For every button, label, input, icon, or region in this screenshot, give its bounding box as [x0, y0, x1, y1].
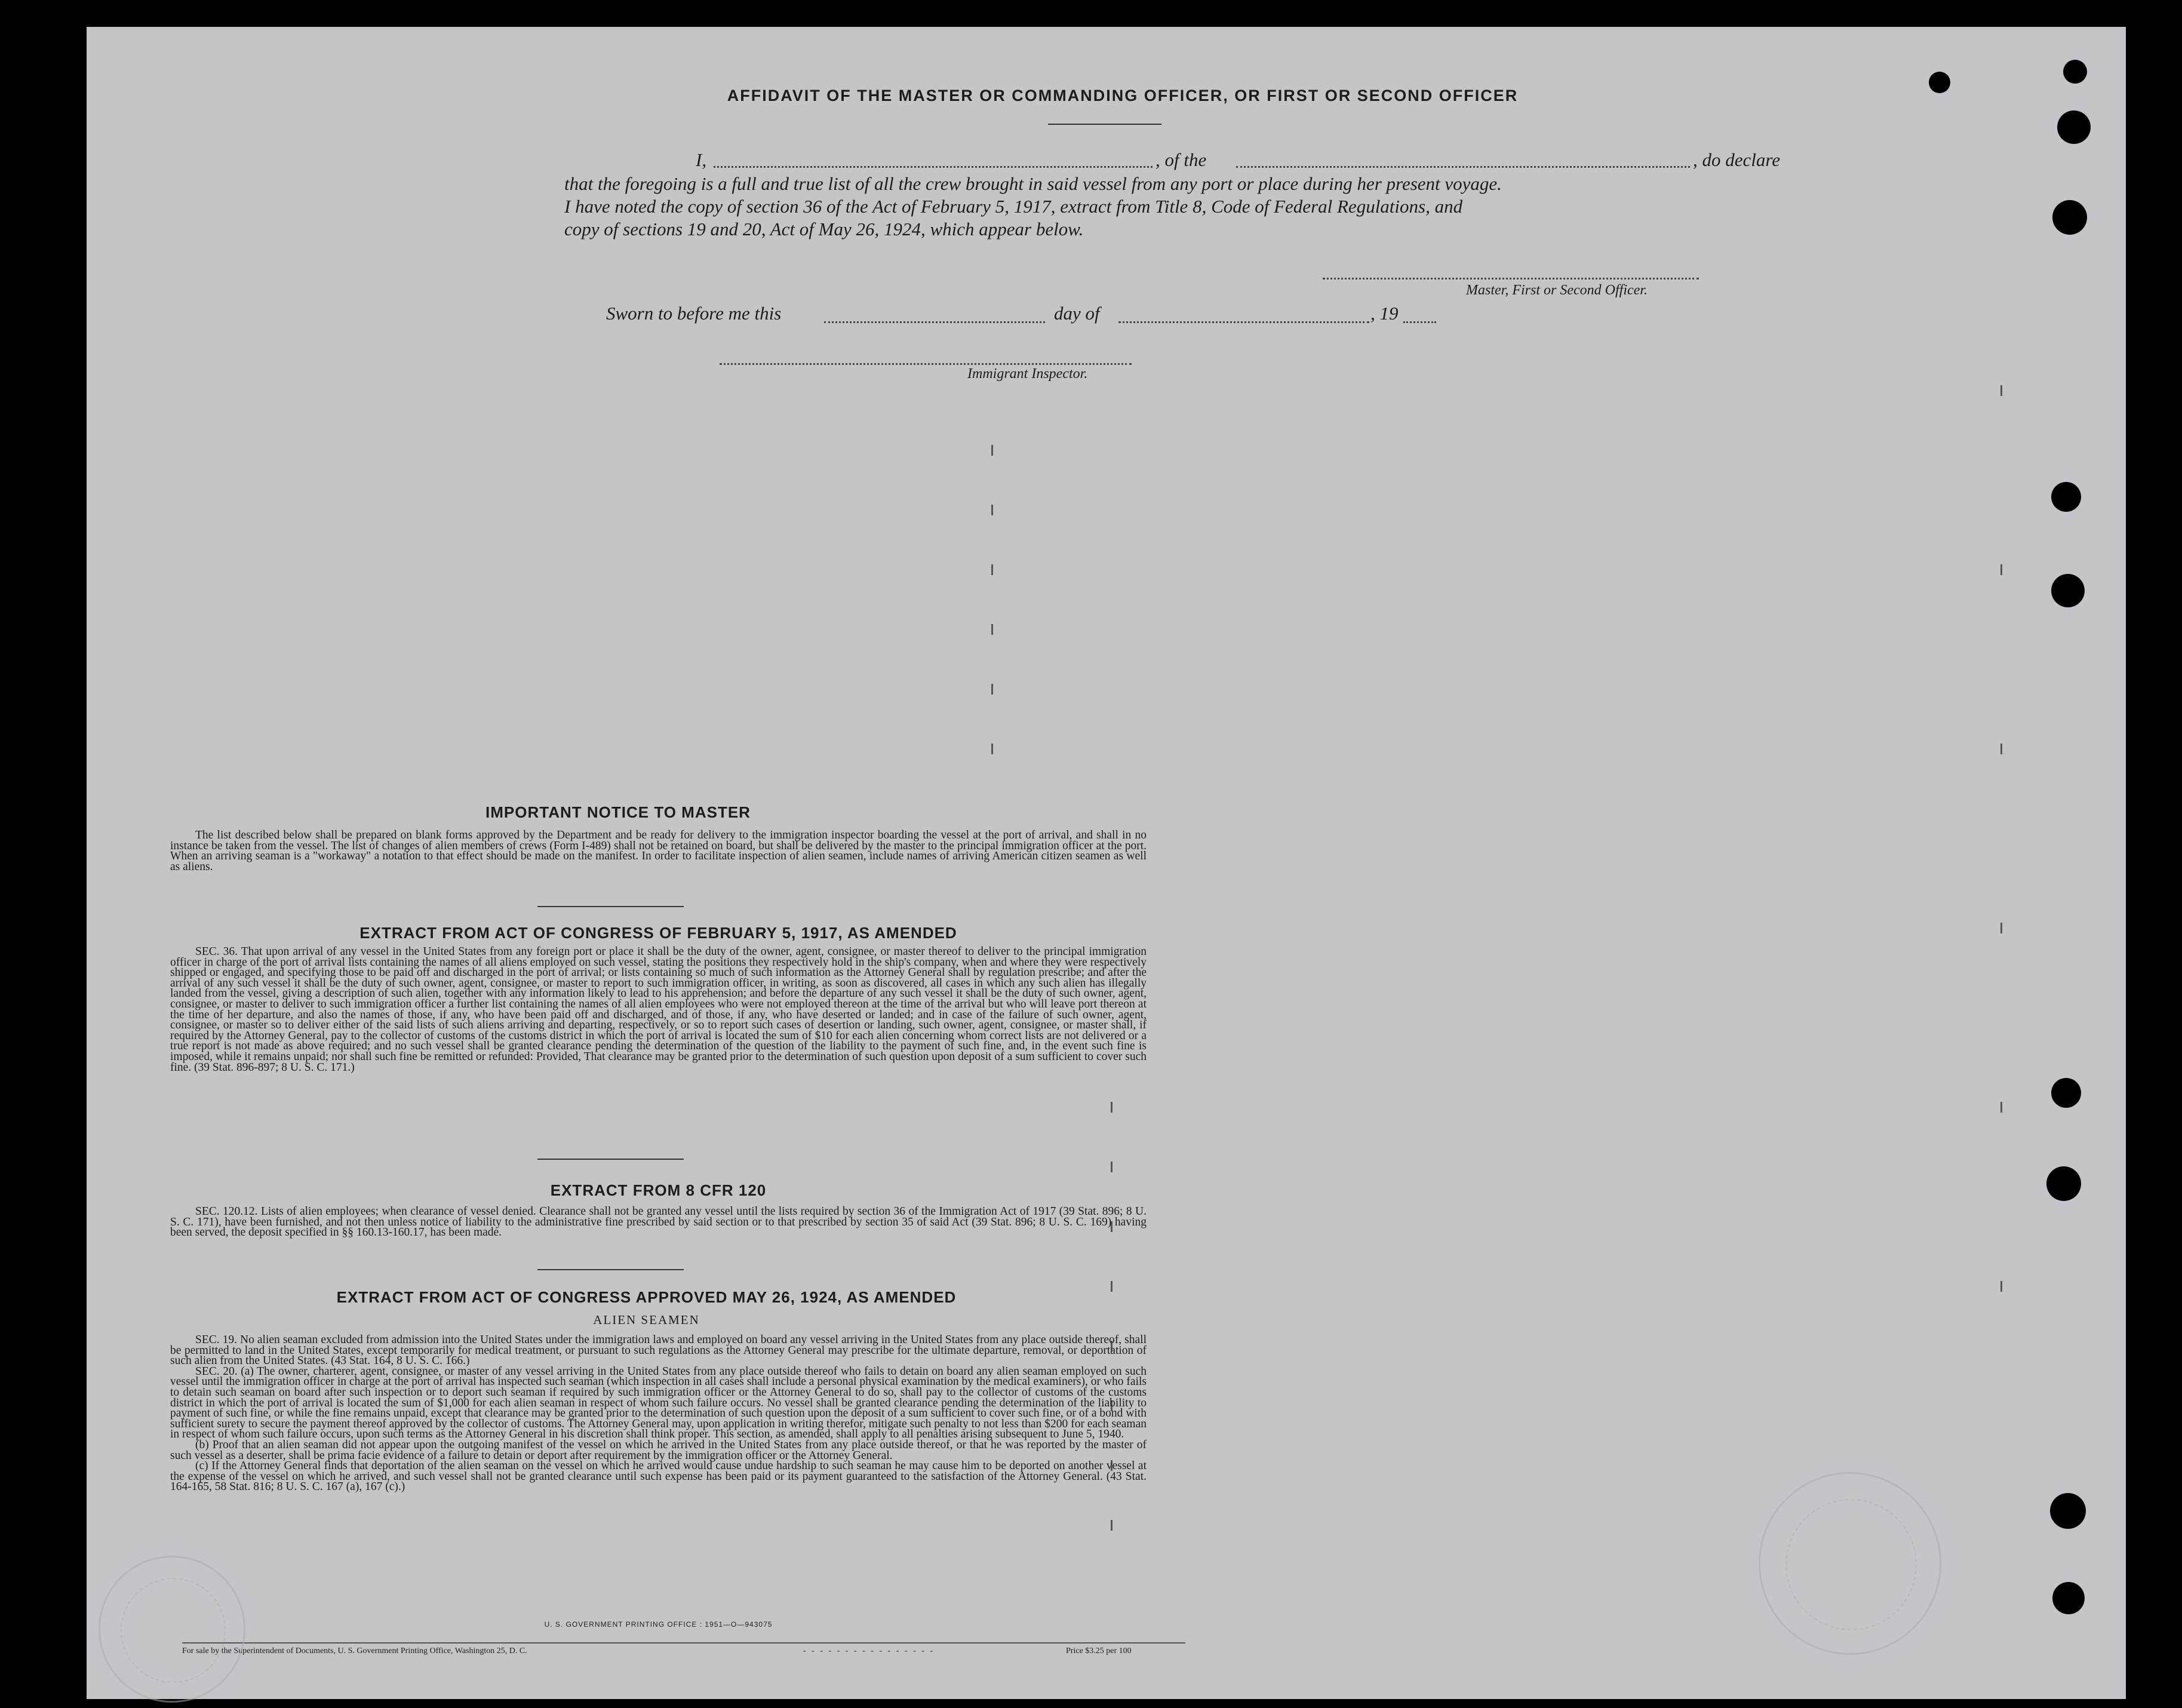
column-tick [991, 445, 993, 456]
punch-hole [1929, 72, 1950, 93]
extract-cfr-title: EXTRACT FROM 8 CFR 120 [550, 1181, 767, 1199]
section-divider [537, 1269, 684, 1270]
affidavit-line-4: copy of sections 19 and 20, Act of May 26, 1924, which appear below. [564, 219, 1084, 239]
extract-1924-body [170, 1335, 1147, 1492]
footer-dashes: - - - - - - - - - - - - - - - - [803, 1646, 935, 1655]
extract-cfr-body [170, 1206, 1147, 1238]
signature-blank [1323, 278, 1699, 279]
column-tick [991, 505, 993, 515]
extract-1917-title: EXTRACT FROM ACT OF CONGRESS OF FEBRUARY 5, 1917, AS AMENDED [359, 924, 957, 942]
affidavit-do-declare: , do declare [1693, 149, 1781, 170]
extract-1917-body [170, 947, 1147, 1073]
column-tick [1111, 1520, 1112, 1531]
column-tick [2000, 744, 2002, 754]
column-tick [2000, 1281, 2002, 1292]
notice-text: The list described below shall be prepared on blank forms approved by the Department and be ready for delivery to the immigration inspector boarding the vessel at the port of arrival, and shall in no instance be taken from the vessel. The list of changes of alien members of crews (Form I-489) shall not be retained on board, but shall be delivered by the master to the principal immigration officer at the port. When an arriving seaman is a "workaway" a notation to that effect should be made on the manifest. In order to facilitate inspection of alien seamen, include names of arriving American citizen seamen as well as aliens. [170, 829, 1147, 873]
column-tick [2000, 1102, 2002, 1113]
section-divider [537, 1159, 684, 1160]
affidavit-line-2: that the foregoing is a full and true list of all the crew brought in said vessel from any port or place during her present voyage. [564, 173, 1502, 194]
sec-20a-text: SEC. 20. (a) The owner, charterer, agent, consignee, or master of any vessel arriving in the United States from any place outside thereof who fails to detain on board any alien seaman employed on such vessel until the immigration officer in charge at the port of arrival has inspected such seaman (which inspection in all cases shall include a personal physical examination by the medical examiners), or who fails to detain such seaman on board after such inspection or to deport such seaman if required by such immigration officer or the Attorney General to do so, shall pay to the collector of customs of the customs district in which the port of arrival is located the sum of $1,000 for each alien seaman in respect of whom such failure occurs. No vessel shall be granted clearance pending the determination of the liability to payment of such fine, or while the fine remains unpaid, except that clearance may be granted prior to the determination of such question upon the deposit of a sum sufficient to cover such fine, or of a bond with sufficient surety to secure the payment thereof approved by the collector of customs. The Attorney General may, upon application in writing therefor, mitigate such penalty to not less than $200 for each seaman in respect of whom such failure occurs, upon such terms as the Attorney General in his discretion shall think proper. This section, as amended, shall apply to all penalties arising subsequent to June 5, 1940. [170, 1365, 1147, 1441]
signature-label: Master, First or Second Officer. [1466, 282, 1648, 298]
punch-hole [2052, 200, 2087, 235]
column-tick [991, 744, 993, 754]
year-blank [1403, 321, 1436, 323]
punch-hole [2051, 482, 2081, 512]
sec-19-text: SEC. 19. No alien seaman excluded from admission into the United States under the immigration laws and employed on board any vessel arriving in the United States from any place outside thereof, shall be permitted to land in the United States, except temporarily for medical treatment, or pursuant to such regulations as the Attorney General may prescribe for the ultimate departure, removal, or deportation of such alien from the United States. (43 Stat. 164, 8 U. S. C. 166.) [170, 1334, 1147, 1368]
notice-paragraph [170, 830, 1147, 872]
notice-title: IMPORTANT NOTICE TO MASTER [485, 803, 751, 821]
column-tick [1111, 1102, 1112, 1113]
punch-hole [2052, 1582, 2085, 1614]
punch-hole [2051, 574, 2085, 607]
column-tick [991, 684, 993, 695]
affidavit-title: AFFIDAVIT OF THE MASTER OR COMMANDING OFFICER, OR FIRST OR SECOND OFFICER [727, 87, 1519, 105]
column-tick [2000, 564, 2002, 575]
alien-seamen-subtitle: ALIEN SEAMEN [593, 1313, 700, 1327]
section-divider [537, 906, 684, 907]
column-tick [2000, 923, 2002, 933]
punch-hole [2051, 1078, 2081, 1108]
printing-office-line: U. S. GOVERNMENT PRINTING OFFICE : 1951—O—943075 [544, 1620, 773, 1629]
punch-hole [2046, 1166, 2081, 1201]
sworn-day-blank [824, 321, 1045, 323]
vessel-blank [1236, 166, 1690, 168]
column-tick [2000, 385, 2002, 396]
price-note: Price $3.25 per 100 [1066, 1646, 1132, 1655]
column-tick [991, 564, 993, 575]
day-of-text: day of [1054, 303, 1100, 324]
footer-rule [182, 1642, 1185, 1644]
punch-hole [2050, 1493, 2086, 1529]
column-tick [991, 624, 993, 635]
extract-1924-title: EXTRACT FROM ACT OF CONGRESS APPROVED MAY 26, 1924, AS AMENDED [336, 1288, 957, 1306]
embossed-seal [1759, 1472, 1941, 1655]
sec-20b-text: (b) Proof that an alien seaman did not appear upon the outgoing manifest of the vessel on which he arrived in the United States from any place outside thereof, or that he was reported by the master of such vessel as a deserter, shall be prima facie evidence of a failure to detain or deport after requirement by the immigration officer or the Attorney General. [170, 1438, 1147, 1462]
punch-hole [2063, 60, 2087, 84]
affidavit-line-3: I have noted the copy of section 36 of the Act of February 5, 1917, extract from Title 8, Code of Federal Regulations, and [564, 196, 1463, 217]
inspector-blank [720, 363, 1132, 365]
extract-1917-text: SEC. 36. That upon arrival of any vessel in the United States from any foreign port or place it shall be the duty of the owner, agent, consignee, or master thereof to deliver to the principal immigration officer in charge of the port of arrival lists containing the names of all aliens employed on such vessel, stating the positions they respectively hold in the ship's company, when and where they were respectively shipped or engaged, and specifying those to be paid off and discharged in the port of arrival; or lists containing so much of such information as the Attorney General shall by regulation prescribe; and after the arrival of any such vessel it shall be the duty of such owner, agent, consignee, or master to report to such immigration officer, in writing, as soon as discovered, all cases in which any such alien has illegally landed from the vessel, giving a description of such alien, together with any information likely to lead to his apprehension; and before the departure of any such vessel it shall be the duty of such owner, agent, consignee, or master to deliver to such immigration officer a further list containing the names of all alien employees who were not employed thereon at the time of the arrival but who will leave port thereon at the time of her departure, and also the names of those, if any, who have been paid off and discharged, and of those, if any, who have deserted or landed; and in case of the failure of such owner, agent, consignee, or master so to deliver either of the said lists of such aliens arriving and departing, respectively, or so to report such cases of desertion or landing, such owner, agent, consignee, or master shall, if required by the Attorney General, pay to the collector of customs of the customs district in which the port of arrival is located the sum of $10 for each alien concerning whom correct lists are not delivered or a true report is not made as above required; and no such vessel shall be granted clearance pending the determination of the question of the liability to the payment of such fine, and, in the event such fine is imposed, while it remains unpaid; nor shall such fine be remitted or refunded: Provided, That clearance may be granted prior to the determination of such question upon deposit of a sum sufficient to cover such fine. (39 Stat. 896-897; 8 U. S. C. 171.) [170, 945, 1147, 1074]
for-sale-note: For sale by the Superintendent of Documents, U. S. Government Printing Office, Washington 25, D. C. [182, 1646, 527, 1655]
extract-cfr-text: SEC. 120.12. Lists of alien employees; when clearance of vessel denied. Clearance shall not be granted any vessel until the lists required by section 36 of the Immigration Act of 1917 (39 Stat. 896; 8 U. S. C. 171), have been furnished, and not then unless notice of liability to the administrative fine prescribed by said section or to that prescribed by section 35 of said Act (39 Stat. 896; 8 U. S. C. 169) having been served, the deposit specified in §§ 160.13-160.17, has been made. [170, 1205, 1147, 1239]
sworn-text: Sworn to before me this [606, 303, 782, 324]
embossed-seal [99, 1556, 245, 1703]
affidavit-i: I, [696, 149, 707, 170]
punch-hole [2057, 110, 2091, 144]
year-prefix: , 19 [1370, 303, 1399, 324]
affidavit-of-the: , of the [1155, 149, 1207, 170]
form-sheet [87, 27, 2126, 1699]
title-divider [1048, 124, 1161, 125]
inspector-label: Immigrant Inspector. [967, 366, 1088, 382]
sworn-month-blank [1118, 321, 1369, 323]
name-blank [714, 166, 1153, 168]
sec-20c-text: (c) If the Attorney General finds that deportation of the alien seaman on the vessel on which he arrived would cause undue hardship to such seaman he may cause him to be deported on another vessel at the expense of the vessel on which he arrived, and such vessel shall not be granted clearance until such expense has been paid or its payment guaranteed to the satisfaction of the Attorney General. (43 Stat. 164-165, 58 Stat. 816; 8 U. S. C. 167 (a), 167 (c).) [170, 1460, 1147, 1494]
column-tick [1111, 1162, 1112, 1172]
